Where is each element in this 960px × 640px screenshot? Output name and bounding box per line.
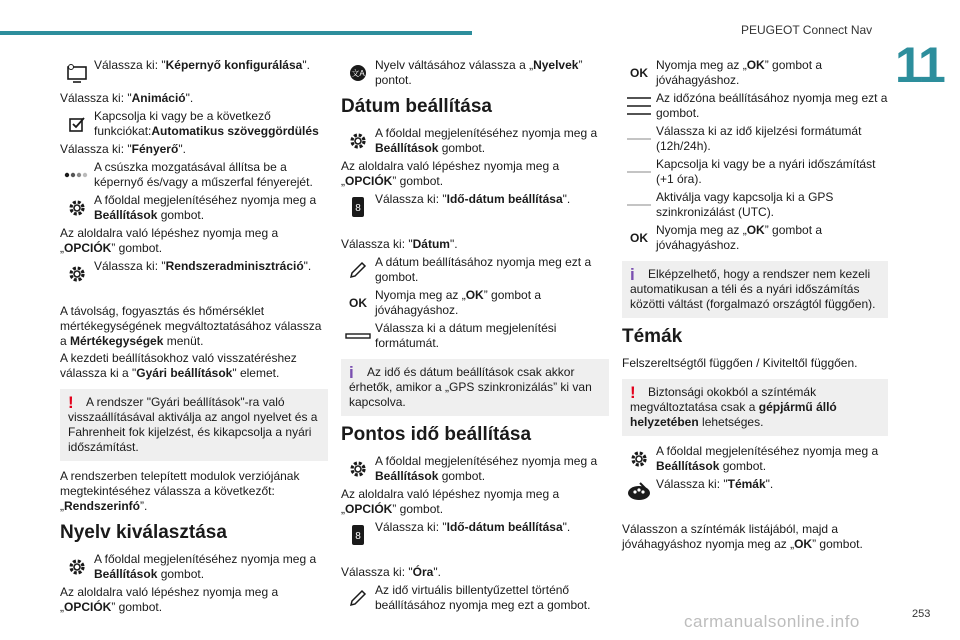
warning-box: ! Biztonsági okokból a színtémák megváltoztatása csak a gépjármű álló helyzetében lehetséges. [622,379,888,436]
pencil-icon [341,583,375,613]
info-icon: i [630,265,635,284]
gear-icon [341,126,375,156]
step-sysadmin: Válassza ki: "Rendszeradminisztráció". [60,259,328,289]
clock-icon [341,192,375,222]
page-number: 253 [912,608,931,620]
step-themes: Válassza ki: "Témák". [622,477,888,507]
para-options: Az aloldalra való lépéshez nyomja meg a „OPCIÓK” gombot. [60,226,279,255]
step-edit-date: A dátum beállításához nyomja meg ezt a gombot. [341,255,609,285]
para-options: Az aloldalra való lépéshez nyomja meg a „OPCIÓK” gombot. [341,487,560,516]
info-box: i Az idő és dátum beállítások csak akkor érhetők, amikor a „GPS szinkronizálás” ki van kapcsolva. [341,359,609,416]
format-bar-icon [341,321,375,351]
gear-icon [341,454,375,484]
checkbox-icon [60,109,94,139]
gear-icon [60,259,94,289]
gear-icon [60,552,94,582]
step-ok: OK Nyomja meg az „OK” gombot a jóváhagyáshoz. [622,223,888,253]
svg-text:8: 8 [355,203,361,214]
para-date: Válassza ki: "Dátum". [341,237,458,251]
step-languages: 文A Nyelv váltásához válassza a „Nyelvek” pontot. [341,58,609,88]
theme-palette-icon [622,477,656,507]
step-settings-home: A főoldal megjelenítéséhez nyomja meg a Beállítások gombot. [622,444,888,474]
step-settings-home: A főoldal megjelenítéséhez nyomja meg a Beállítások gombot. [60,193,328,223]
step-gps-sync: Aktiválja vagy kapcsolja ki a GPS szinkronizálást (UTC). [622,190,888,220]
step-time-format: Válassza ki az idő kijelzési formátumát (12h/24h). [622,124,888,154]
step-edit-time: Az idő virtuális billentyűzettel történő beállításához nyomja meg ezt a gombot. [341,583,609,613]
step-slider: A csúszka mozgatásával állítsa be a képernyő és/vagy a műszerfal fényerejét. [60,160,328,190]
warning-icon: ! [68,393,74,412]
gear-icon [60,193,94,223]
manual-title: PEUGEOT Connect Nav [741,23,873,37]
para-time: Válassza ki: "Óra". [341,565,441,579]
step-settings-home: A főoldal megjelenítéséhez nyomja meg a Beállítások gombot. [60,552,328,582]
para-options: Az aloldalra való lépéshez nyomja meg a „OPCIÓK” gombot. [60,585,279,614]
gear-icon [622,444,656,474]
para-choose-theme: Válasszon a színtémák listájából, majd a jóváhagyáshoz nyomja meg az „OK” gombot. [622,522,863,551]
watermark: carmanualsonline.info [684,612,860,631]
para-brightness: Válassza ki: "Fényerő". [60,142,186,156]
step-dst: Kapcsolja ki vagy be a nyári időszámítást (+1 óra). [622,157,888,187]
section-heading-themes: Témák [622,326,683,347]
header-accent-bar [0,31,472,35]
line-icon [622,157,656,187]
step-settings-home: A főoldal megjelenítéséhez nyomja meg a Beállítások gombot. [341,126,609,156]
step-ok: OK Nyomja meg az „OK” gombot a jóváhagyáshoz. [341,288,609,318]
step-time-date: 8 Válassza ki: "Idő-dátum beállítása". [341,192,609,222]
warning-icon: ! [630,383,636,402]
section-heading-date: Dátum beállítása [341,96,492,117]
para-units: A távolság, fogyasztás és hőmérséklet mértékegységének megváltoztatásához válassza a Mértékegységek menüt. [60,304,322,348]
step-settings-home: A főoldal megjelenítéséhez nyomja meg a Beállítások gombot. [341,454,609,484]
svg-text:文A: 文A [351,69,365,78]
info-box: i Elképzelhető, hogy a rendszer nem kezeli automatikusan a téli és a nyári időszámítás közötti váltást (forgalmazó országtól függően). [622,261,888,318]
step-timezone: Az időzóna beállításához nyomja meg ezt a gombot. [622,91,888,121]
language-icon [341,58,375,88]
section-heading-language: Nyelv kiválasztása [60,522,227,543]
para-animation: Válassza ki: "Animáció". [60,91,194,105]
warning-box: ! A rendszer "Gyári beállítások"-ra való visszaállításával aktiválja az angol nyelvet és a Fahrenheit fok kijelzést, és kikapcsolja a nyári időszámítást. [60,389,328,461]
column-1 [60,55,328,617]
svg-text:8: 8 [355,531,361,542]
para-sysinfo: A rendszerben telepített modulok verziójának megtekintéséhez válassza a következőt: „Rendszerinfó”. [60,469,300,513]
ok-icon: OK [630,230,648,245]
chapter-number: 11 [895,37,944,93]
ok-icon: OK [349,295,367,310]
section-heading-time: Pontos idő beállítása [341,424,532,445]
display-config-icon [60,58,94,88]
step-autoscroll: Kapcsolja ki vagy be a következő funkciókat:Automatikus szöveggördülés [60,109,328,139]
step-date-format: Válassza ki a dátum megjelenítési formátumát. [341,321,609,351]
step-time-date: 8 Válassza ki: "Idő-dátum beállítása". [341,520,609,550]
list-icon [622,91,656,121]
para-equipment: Felszereltségtől függően / Kiviteltől függően. [622,356,858,370]
pencil-icon [341,255,375,285]
line-icon [622,124,656,154]
column-2 [341,55,609,616]
step-ok: OK Nyomja meg az „OK” gombot a jóváhagyáshoz. [622,58,888,88]
line-icon [622,190,656,220]
info-icon: i [349,363,354,382]
column-3 [622,55,888,554]
para-factory: A kezdeti beállításokhoz való visszatéréshez válassza ki a "Gyári beállítások" elemet. [60,351,297,380]
step-display-config: Válassza ki: "Képernyő konfigurálása". [60,58,328,88]
slider-dots-icon [60,160,94,190]
clock-icon [341,520,375,550]
para-options: Az aloldalra való lépéshez nyomja meg a „OPCIÓK” gombot. [341,159,560,188]
ok-icon: OK [630,65,648,80]
